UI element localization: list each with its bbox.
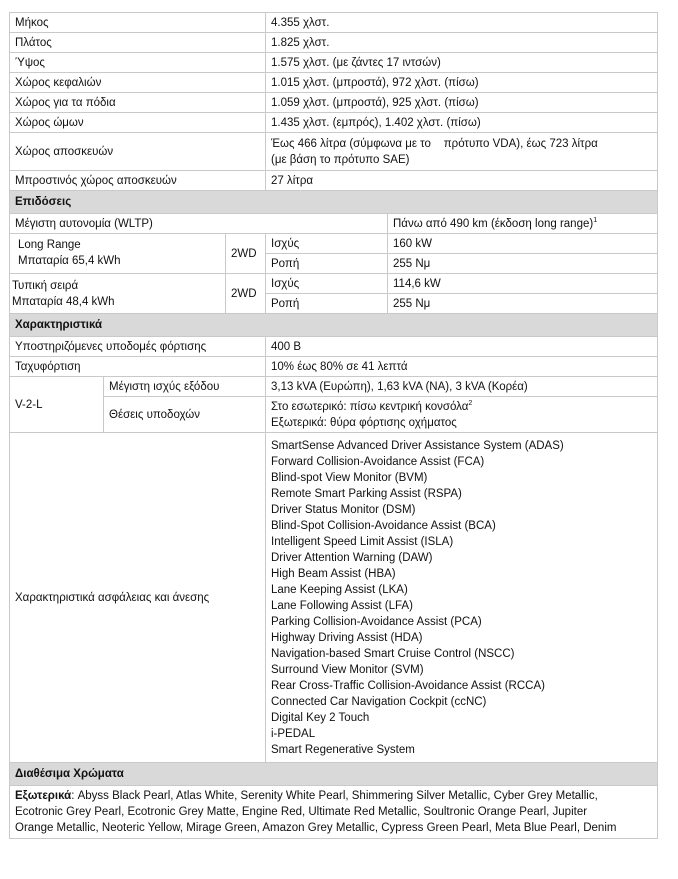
spec-row-frunk bbox=[10, 171, 658, 191]
spec-label: Χώρος για τα πόδια bbox=[10, 93, 266, 113]
safety-features-list bbox=[266, 433, 658, 763]
outlets-exterior: Εξωτερικά: θύρα φόρτισης οχήματος bbox=[271, 416, 457, 429]
outlets-interior bbox=[271, 399, 652, 415]
list-item: Connected Car Navigation Cockpit (ccNC) bbox=[271, 695, 487, 708]
spec-row-range bbox=[10, 214, 658, 234]
list-item: Digital Key 2 Touch bbox=[271, 711, 370, 724]
spec-row-v2l-outlets bbox=[10, 397, 658, 433]
variant-name: Τυπική σειρά bbox=[12, 279, 79, 292]
spec-row-long-range-power bbox=[10, 234, 658, 254]
drive-type: 2WD bbox=[226, 274, 266, 314]
list-item: i-PEDAL bbox=[271, 727, 316, 740]
spec-row-legroom bbox=[10, 93, 658, 113]
spec-value: 1.015 χλστ. (μπροστά), 972 χλστ. (πίσω) bbox=[266, 73, 658, 93]
spec-value bbox=[388, 214, 658, 234]
spec-row-shoulder-room bbox=[10, 113, 658, 133]
spec-row-cargo bbox=[10, 133, 658, 171]
section-header-features bbox=[10, 314, 658, 337]
spec-value: 10% έως 80% σε 41 λεπτά bbox=[266, 357, 658, 377]
list-item: Blind-Spot Collision-Avoidance Assist (BCA) bbox=[271, 519, 496, 532]
spec-row-length bbox=[10, 13, 658, 33]
spec-value: 1.435 χλστ. (εμπρός), 1.402 χλστ. (πίσω) bbox=[266, 113, 658, 133]
spec-row-v2l-power bbox=[10, 377, 658, 397]
spec-row-colors bbox=[10, 786, 658, 839]
spec-label: Ύψος bbox=[10, 53, 266, 73]
spec-value: 1.575 χλστ. (με ζάντες 17 ιντσών) bbox=[266, 53, 658, 73]
spec-label: Μπροστινός χώρος αποσκευών bbox=[10, 171, 266, 191]
spec-row-standard-power bbox=[10, 274, 658, 294]
spec-label: Υποστηριζόμενες υποδομές φόρτισης bbox=[10, 337, 266, 357]
spec-value: 255 Νμ bbox=[388, 294, 658, 314]
spec-value bbox=[266, 133, 658, 171]
spec-row-headroom bbox=[10, 73, 658, 93]
spec-label: Ισχύς bbox=[266, 274, 388, 294]
list-item: Lane Following Assist (LFA) bbox=[271, 599, 413, 612]
colors-list bbox=[10, 786, 658, 839]
list-item: Highway Driving Assist (HDA) bbox=[271, 631, 423, 644]
spec-label: Χώρος ώμων bbox=[10, 113, 266, 133]
list-item: Surround View Monitor (SVM) bbox=[271, 663, 424, 676]
list-item: Intelligent Speed Limit Assist (ISLA) bbox=[271, 535, 454, 548]
spec-label: Ταχυφόρτιση bbox=[10, 357, 266, 377]
section-header-colors bbox=[10, 763, 658, 786]
spec-value bbox=[266, 397, 658, 433]
spec-label: Χώρος κεφαλιών bbox=[10, 73, 266, 93]
list-item: Rear Cross-Traffic Collision-Avoidance Assist (RCCA) bbox=[271, 679, 545, 692]
spec-label: Ισχύς bbox=[266, 234, 388, 254]
spec-row-fast-charging bbox=[10, 357, 658, 377]
v2l-label: V-2-L bbox=[10, 377, 104, 433]
spec-label: Πλάτος bbox=[10, 33, 266, 53]
spec-label: Χαρακτηριστικά ασφάλειας και άνεσης bbox=[10, 433, 266, 763]
variant-battery: Μπαταρία 48,4 kWh bbox=[12, 295, 115, 308]
list-item: Remote Smart Parking Assist (RSPA) bbox=[271, 487, 462, 500]
section-header-performance bbox=[10, 191, 658, 214]
specs-table bbox=[9, 12, 658, 839]
list-item: Forward Collision-Avoidance Assist (FCA) bbox=[271, 455, 485, 468]
colors-line-3: Orange Metallic, Neoteric Yellow, Mirage Green, Amazon Grey Metallic, Cypress Green Pearl, Meta Blue Pearl, Denim bbox=[15, 822, 617, 834]
spec-value: 255 Νμ bbox=[388, 254, 658, 274]
drive-type: 2WD bbox=[226, 234, 266, 274]
footnote-marker: 2 bbox=[468, 399, 473, 407]
list-item: Lane Keeping Assist (LKA) bbox=[271, 583, 408, 596]
spec-label: Μέγιστη ισχύς εξόδου bbox=[104, 377, 266, 397]
cargo-line-2: (με βάση το πρότυπο SAE) bbox=[271, 153, 410, 166]
variant-name: Long Range bbox=[18, 239, 81, 251]
exterior-label: Εξωτερικά bbox=[15, 790, 72, 802]
variant-long-range bbox=[10, 234, 226, 274]
colors-line-2: Ecotronic Grey Pearl, Ecotronic Grey Matte, Engine Red, Ultimate Red Metallic, Soultronic Orange Pearl, Jupiter bbox=[15, 806, 588, 818]
spec-row-height bbox=[10, 53, 658, 73]
variant-standard bbox=[10, 274, 226, 314]
list-item: Navigation-based Smart Cruise Control (NSCC) bbox=[271, 647, 515, 660]
range-value: Πάνω από 490 km (έκδοση long range) bbox=[393, 217, 594, 230]
spec-value: 4.355 χλστ. bbox=[266, 13, 658, 33]
spec-label: Ροπή bbox=[266, 294, 388, 314]
section-title: Διαθέσιμα Χρώματα bbox=[10, 763, 658, 786]
spec-label: Ροπή bbox=[266, 254, 388, 274]
footnote-marker: 1 bbox=[593, 216, 598, 224]
spec-label: Θέσεις υποδοχών bbox=[104, 397, 266, 433]
spec-value: 114,6 kW bbox=[388, 274, 658, 294]
list-item: SmartSense Advanced Driver Assistance System (ADAS) bbox=[271, 439, 564, 452]
cargo-line-1: Έως 466 λίτρα (σύμφωνα με το πρότυπο VDA), έως 723 λίτρα bbox=[271, 137, 598, 150]
spec-value: 1.059 χλστ. (μπροστά), 925 χλστ. (πίσω) bbox=[266, 93, 658, 113]
section-title: Χαρακτηριστικά bbox=[10, 314, 658, 337]
outlets-interior-text: Στο εσωτερικό: πίσω κεντρική κονσόλα bbox=[271, 400, 469, 413]
spec-value: 27 λίτρα bbox=[266, 171, 658, 191]
list-item: Blind-spot View Monitor (BVM) bbox=[271, 471, 428, 484]
spec-row-charging bbox=[10, 337, 658, 357]
spec-value: 400 B bbox=[266, 337, 658, 357]
list-item: Parking Collision-Avoidance Assist (PCA) bbox=[271, 615, 482, 628]
spec-label: Μήκος bbox=[10, 13, 266, 33]
variant-battery: Μπαταρία 65,4 kWh bbox=[18, 255, 121, 267]
colors-line-1 bbox=[15, 788, 652, 804]
list-item: Smart Regenerative System bbox=[271, 743, 415, 756]
section-title: Επιδόσεις bbox=[10, 191, 658, 214]
spec-label: Χώρος αποσκευών bbox=[10, 133, 266, 171]
spec-row-safety bbox=[10, 433, 658, 763]
spec-row-width bbox=[10, 33, 658, 53]
colors-line-1-text: : Abyss Black Pearl, Atlas White, Serenity White Pearl, Shimmering Silver Metallic, Cyber Grey Metallic, bbox=[71, 790, 598, 802]
list-item: Driver Status Monitor (DSM) bbox=[271, 503, 416, 516]
spec-label: Μέγιστη αυτονομία (WLTP) bbox=[10, 214, 388, 234]
list-item: Driver Attention Warning (DAW) bbox=[271, 551, 433, 564]
spec-value: 1.825 χλστ. bbox=[266, 33, 658, 53]
list-item: High Beam Assist (HBA) bbox=[271, 567, 396, 580]
spec-value: 3,13 kVA (Ευρώπη), 1,63 kVA (NA), 3 kVA (Κορέα) bbox=[266, 377, 658, 397]
spec-value: 160 kW bbox=[388, 234, 658, 254]
